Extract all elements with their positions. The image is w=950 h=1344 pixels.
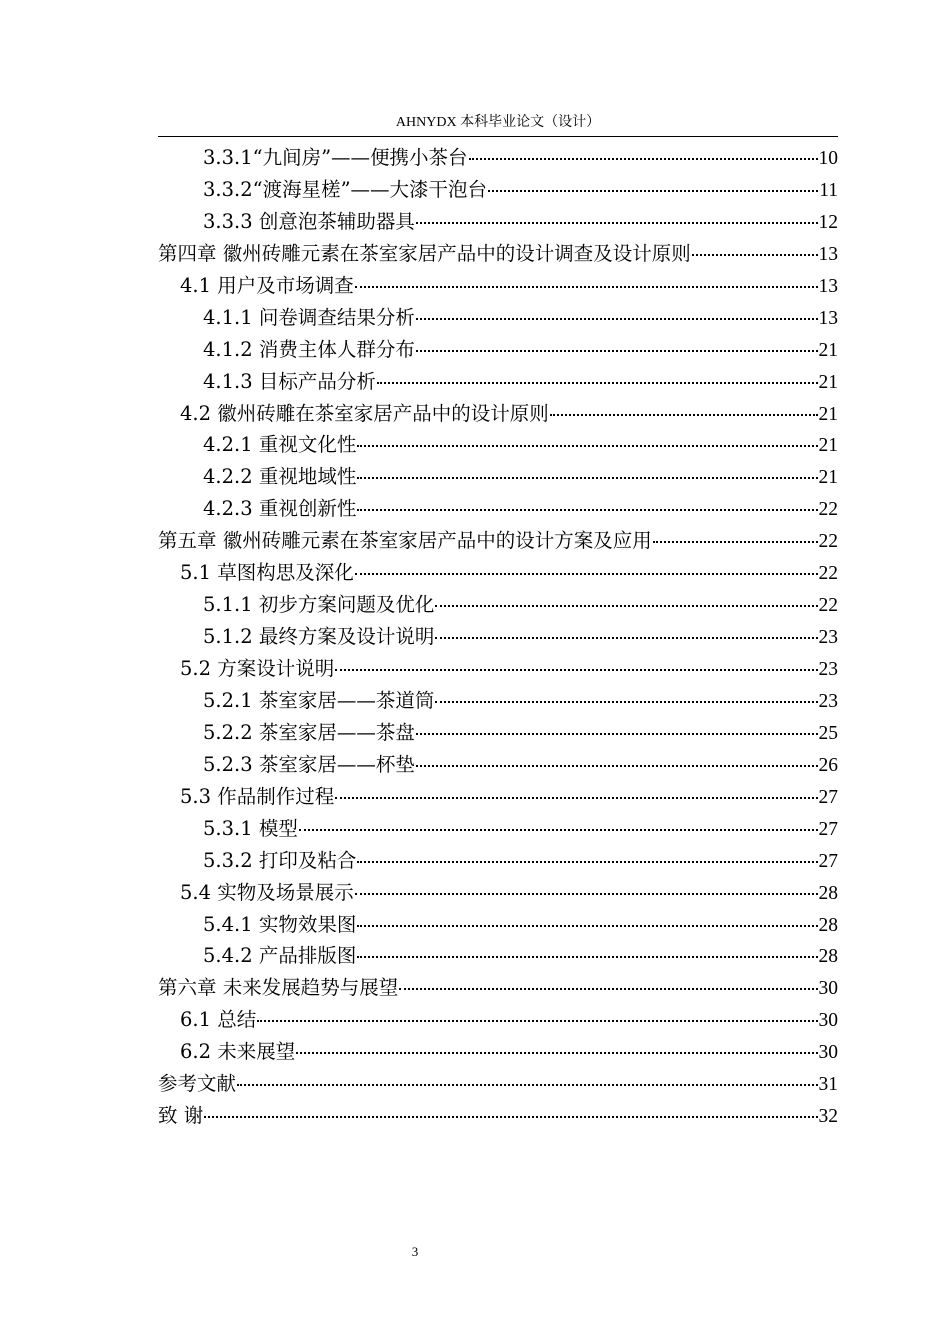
- toc-entry-title: 5.4.1 实物效果图: [203, 912, 357, 936]
- toc-entry-page: 25: [818, 722, 838, 744]
- toc-dot-leader: [488, 170, 818, 192]
- toc-entry-page: 22: [818, 531, 838, 553]
- toc-dot-leader: [257, 1000, 817, 1022]
- toc-dot-leader: [357, 425, 817, 447]
- toc-entry-title: 5.3.2 打印及粘合: [203, 848, 357, 872]
- toc-entry-page: 27: [818, 850, 838, 872]
- toc-entry-page: 21: [818, 435, 838, 457]
- toc-entry-page: 30: [818, 978, 838, 1000]
- page-number: 3: [411, 1244, 419, 1259]
- toc-entry-page: 27: [818, 818, 838, 840]
- toc-entry-page: 11: [819, 179, 838, 201]
- toc-entry-title: 4.2.1 重视文化性: [203, 433, 357, 457]
- toc-entry-title: 参考文献: [158, 1072, 237, 1096]
- toc-entry-page: 28: [818, 882, 838, 904]
- toc-entry-title: 5.2.2 茶室家居——茶盘: [203, 720, 415, 744]
- toc-dot-leader: [416, 745, 818, 767]
- toc-entry-title: 5.2.3 茶室家居——杯垫: [203, 752, 415, 776]
- toc-entry-page: 30: [818, 1010, 838, 1032]
- toc-entry-page: 23: [818, 627, 838, 649]
- toc-entry-page: 13: [818, 307, 838, 329]
- toc-dot-leader: [335, 777, 817, 799]
- toc-entry-page: 23: [818, 659, 838, 680]
- toc-dot-leader: [237, 1064, 817, 1086]
- toc-entry-page: 12: [818, 211, 838, 233]
- toc-entry-page: 28: [818, 946, 838, 968]
- toc-entry-title: 5.1 草图构思及深化: [180, 561, 354, 585]
- toc-entry-title: 5.1.1 初步方案问题及优化: [203, 593, 435, 617]
- toc-entry-title: 4.1.2 消费主体人群分布: [203, 337, 415, 361]
- toc-dot-leader: [377, 362, 818, 384]
- toc-entry-page: 13: [818, 275, 838, 297]
- toc-dot-leader: [416, 330, 818, 352]
- toc-entry-title: 致 谢: [158, 1104, 204, 1128]
- toc-entry-title: 4.2.2 重视地域性: [203, 465, 357, 489]
- toc-dot-leader: [692, 234, 818, 256]
- toc-entry-page: 23: [818, 690, 838, 712]
- toc-dot-leader: [357, 841, 817, 863]
- toc-entry-title: 5.4.2 产品排版图: [203, 944, 357, 968]
- toc-entry-title: 第六章 未来发展趋势与展望: [158, 976, 399, 1000]
- toc-entry-page: 21: [818, 339, 838, 361]
- toc-entry-title: 6.2 未来展望: [180, 1040, 296, 1064]
- toc-dot-leader: [355, 873, 818, 895]
- toc-entry-page: 21: [818, 371, 838, 393]
- toc-entry-title: 3.3.3 创意泡茶辅助器具: [203, 209, 415, 233]
- toc-dot-leader: [435, 585, 817, 607]
- toc-dot-leader: [296, 1032, 817, 1054]
- table-of-contents: [158, 142, 838, 1132]
- toc-entry-title: 5.2 方案设计说明: [180, 657, 335, 680]
- toc-dot-leader: [550, 394, 818, 416]
- toc-dot-leader: [355, 553, 818, 575]
- toc-entry-page: 26: [818, 754, 838, 776]
- toc-entry-title: 5.3 作品制作过程: [180, 784, 335, 808]
- toc-entry-title: 第四章 徽州砖雕元素在茶室家居产品中的设计调查及设计原则: [158, 241, 691, 265]
- toc-dot-leader: [357, 905, 817, 927]
- toc-entry-title: 4.1.1 问卷调查结果分析: [203, 305, 415, 329]
- toc-entry-page: 30: [818, 1042, 838, 1064]
- toc-entry-page: 27: [818, 786, 838, 808]
- toc-dot-leader: [204, 1096, 817, 1118]
- running-header: AHNYDX 本科毕业论文（设计）: [395, 115, 601, 130]
- toc-entry-page: 10: [818, 148, 838, 169]
- toc-entry-title: 4.1.3 目标产品分析: [203, 369, 376, 393]
- toc-entry-page: 22: [818, 499, 838, 521]
- toc-entry-page: 28: [818, 914, 838, 936]
- toc-entry-page: 22: [818, 563, 838, 585]
- toc-entry-title: 5.3.1 模型: [203, 816, 298, 840]
- toc-entry-title: 5.1.2 最终方案及设计说明: [203, 625, 435, 649]
- toc-dot-leader: [355, 266, 818, 288]
- toc-dot-leader: [399, 968, 817, 990]
- toc-dot-leader: [416, 713, 818, 735]
- toc-dot-leader: [416, 202, 818, 224]
- toc-dot-leader: [653, 521, 818, 543]
- toc-entry-page: 31: [818, 1074, 838, 1096]
- toc-dot-leader: [357, 936, 817, 958]
- toc-dot-leader: [416, 298, 818, 320]
- toc-dot-leader: [335, 649, 817, 671]
- toc-dot-leader: [299, 809, 818, 831]
- toc-entry-title: 4.2 徽州砖雕在茶室家居产品中的设计原则: [180, 401, 549, 425]
- toc-dot-leader: [469, 138, 818, 160]
- header-rule: [158, 136, 838, 137]
- toc-entry-page: 32: [818, 1106, 838, 1128]
- toc-entry-title: 5.2.1 茶室家居——茶道筒: [203, 688, 435, 712]
- toc-entry-page: 13: [818, 243, 838, 265]
- toc-entry-title: 6.1 总结: [180, 1008, 257, 1032]
- toc-entry-title: 5.4 实物及场景展示: [180, 880, 354, 904]
- toc-entry-title: 4.1 用户及市场调查: [180, 273, 354, 297]
- toc-dot-leader: [357, 457, 817, 479]
- toc-entry-title: 3.3.1“九间房”——便携小茶台: [203, 146, 468, 169]
- toc-entry-title: 4.2.3 重视创新性: [203, 497, 357, 521]
- toc-dot-leader: [435, 681, 817, 703]
- toc-dot-leader: [357, 489, 817, 511]
- toc-dot-leader: [435, 617, 817, 639]
- toc-entry-page: 21: [818, 403, 838, 425]
- toc-entry-title: 第五章 徽州砖雕元素在茶室家居产品中的设计方案及应用: [158, 529, 652, 553]
- toc-entry-page: 21: [818, 467, 838, 489]
- toc-entry-page: 22: [818, 595, 838, 617]
- toc-entry-title: 3.3.2“渡海星槎”——大漆干泡台: [203, 177, 488, 201]
- toc-entry[interactable]: [158, 1100, 838, 1132]
